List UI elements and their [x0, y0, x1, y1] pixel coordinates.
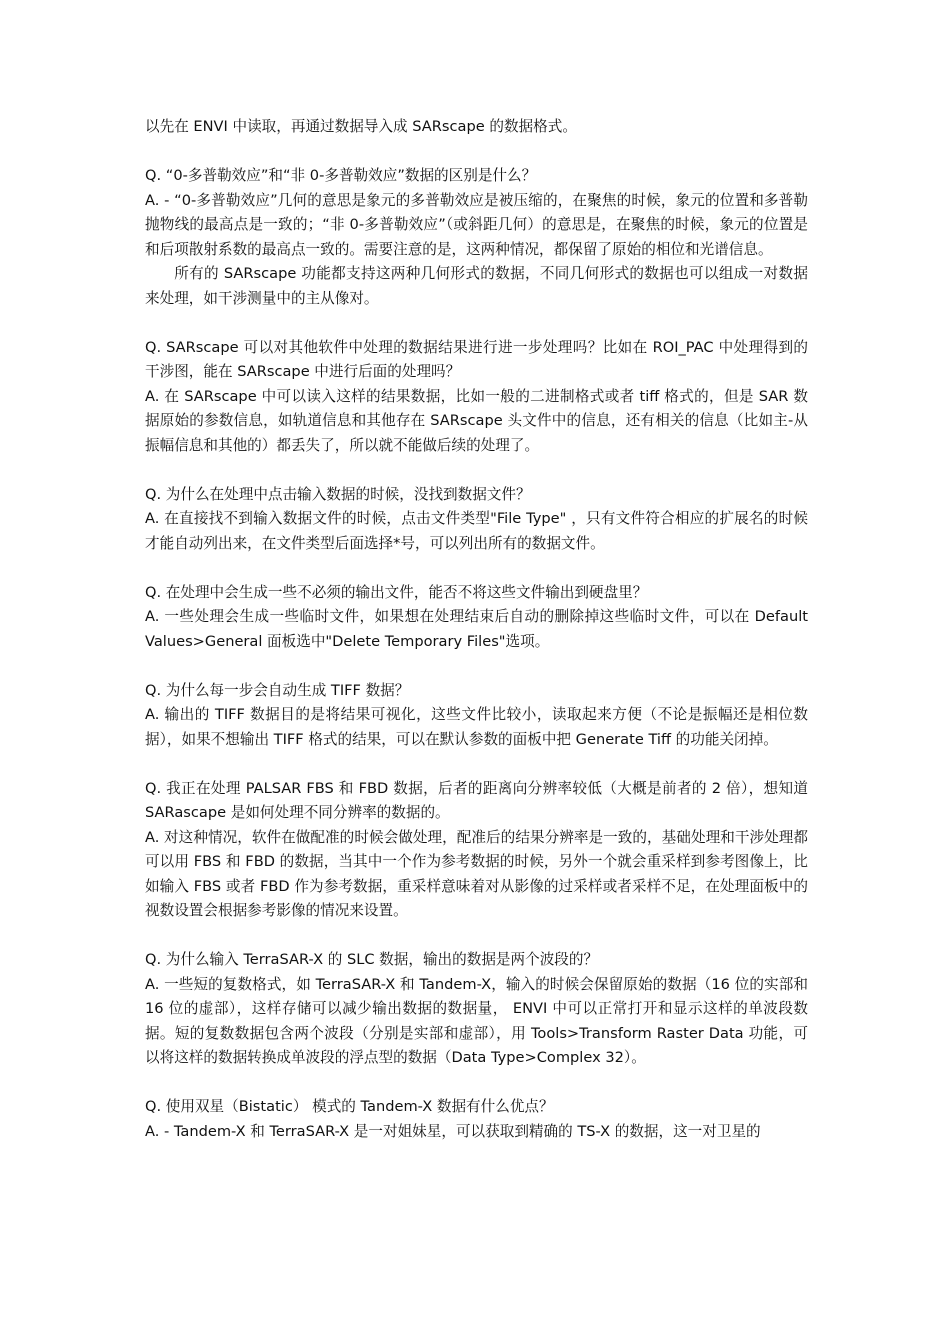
answer-3: A. 在直接找不到输入数据文件的时候，点击文件类型"File Type" ，只有文件符合相应的扩展名的时候才能自动列出来，在文件类型后面选择*号，可以列出所有的数据文件。	[145, 510, 808, 552]
paragraph-spacer	[145, 311, 808, 336]
paragraph: 以先在 ENVI 中读取，再通过数据导入成 SARscape 的数据格式。	[145, 118, 577, 135]
paragraph-spacer	[145, 654, 808, 679]
question-5: Q. 为什么每一步会自动生成 TIFF 数据？	[145, 681, 410, 699]
paragraph-spacer	[145, 1071, 808, 1096]
answer-8: A. - Tandem-X 和 TerraSAR-X 是一对姐妹星，可以获取到精确的 TS-X 的数据，这一对卫星的	[145, 1122, 761, 1140]
answer-7: A. 一些短的复数格式，如 TerraSAR-X 和 Tandem-X，输入的时候会保留原始的数据（16 位的实部和 16 位的虚部），这样存储可以减少输出数据的数据量， ENVI 中可以正常打开和显示这样的单波段数据。短的复数数据包含两个波段（分别是实部和虚部），用 Tools>Transform Raster Data 功能，可以将这样的数据转换成单波段的浮点型的数据（Data Type>Complex 32）。	[145, 975, 808, 1066]
paragraph-spacer	[145, 556, 808, 581]
question-8: Q. 使用双星（Bistatic） 模式的 Tandem-X 数据有什么优点？	[145, 1098, 554, 1115]
question-7: Q. 为什么输入 TerraSAR-X 的 SLC 数据，输出的数据是两个波段的？	[145, 951, 599, 968]
paragraph-spacer	[145, 752, 808, 777]
question-6: Q. 我正在处理 PALSAR FBS 和 FBD 数据，后者的距离向分辨率较低（大概是前者的 2 倍），想知道 SARascape 是如何处理不同分辨率的数据的。	[145, 779, 808, 821]
question-2: Q. SARscape 可以对其他软件中处理的数据结果进行进一步处理吗？比如在 ROI_PAC 中处理得到的干涉图，能在 SARscape 中进行后面的处理吗？	[145, 338, 808, 380]
answer-5: A. 输出的 TIFF 数据目的是将结果可视化，这些文件比较小，读取起来方便（不论是振幅还是相位数据），如果不想输出 TIFF 格式的结果，可以在默认参数的面板中把 Generate Tiff 的功能关闭掉。	[145, 706, 808, 748]
answer-1: A. - “0-多普勒效应”几何的意思是象元的多普勒效应是被压缩的，在聚焦的时候，象元的位置和多普勒抛物线的最高点是一致的；“非 0-多普勒效应”（或斜距几何）的意思是，在聚焦的时候，象元的位置是和后项散射系数的最高点一致的。需要注意的是，这两种情况，都保留了原始的相位和光谱信息。	[145, 191, 808, 258]
answer-2: A. 在 SARscape 中可以读入这样的结果数据，比如一般的二进制格式或者 tiff 格式的，但是 SAR 数据原始的参数信息，如轨道信息和其他存在 SARscape 头文件中的信息，还有相关的信息（比如主-从振幅信息和其他的）都丢失了，所以就不能做后续的处理了。	[145, 387, 808, 454]
paragraph-spacer	[145, 924, 808, 949]
answer-4: A. 一些处理会生成一些临时文件，如果想在处理结束后自动的删除掉这些临时文件，可以在 Default Values>General 面板选中"Delete Temporary Files"选项。	[145, 608, 808, 650]
paragraph-spacer	[145, 140, 808, 165]
question-1: Q. “0-多普勒效应”和“非 0-多普勒效应”数据的区别是什么？	[145, 167, 537, 184]
answer-6: A. 对这种情况，软件在做配准的时候会做处理，配准后的结果分辨率是一致的，基础处理和干涉处理都可以用 FBS 和 FBD 的数据，当其中一个作为参考数据的时候，另外一个就会重采样到参考图像上，比如输入 FBS 或者 FBD 作为参考数据，重采样意味着对从影像的过采样或者采样不足，在处理面板中的视数设置会根据参考影像的情况来设置。	[145, 828, 808, 919]
question-3: Q. 为什么在处理中点击输入数据的时候，没找到数据文件？	[145, 485, 531, 503]
answer-1-continued: 所有的 SARscape 功能都支持这两种几何形式的数据，不同几何形式的数据也可以组成一对数据来处理，如干涉测量中的主从像对。	[145, 265, 808, 307]
paragraph-spacer	[145, 458, 808, 483]
question-4: Q. 在处理中会生成一些不必须的输出文件，能否不将这些文件输出到硬盘里？	[145, 583, 648, 601]
